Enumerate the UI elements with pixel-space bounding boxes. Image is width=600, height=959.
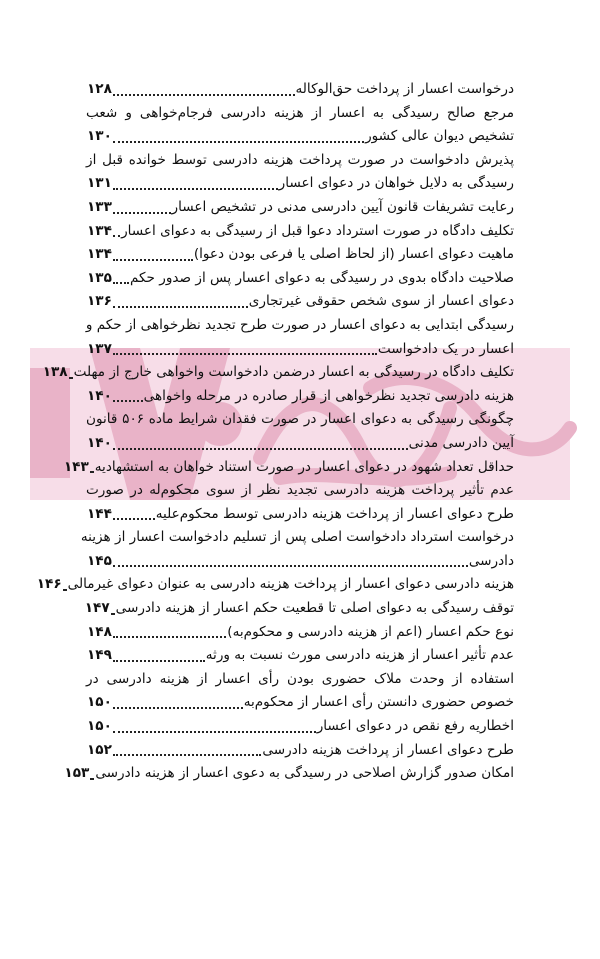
toc-entry: حداقل تعداد شهود در دعوای اعسار در صورت استناد خواهان به استشهادیه ۱۴۳ (86, 456, 514, 480)
page-number: ۱۳۶ (87, 293, 112, 310)
page-number: ۱۴۹ (87, 647, 112, 664)
page-number: ۱۳۴ (87, 222, 112, 239)
toc-entry: اعسار در یک دادخواست ۱۳۷ (86, 338, 514, 362)
table-of-contents (36, 78, 514, 786)
page-number: ۱۴۸ (87, 623, 112, 640)
toc-entry: ماهیت دعوای اعسار (از لحاظ اصلی یا فرعی بودن دعوا) ۱۳۴ (86, 243, 514, 267)
toc-entry: درخواست اعسار از پرداخت حق‌الوکاله ۱۲۸ (86, 78, 514, 102)
toc-entry: امکان صدور گزارش اصلاحی در رسیدگی به دعوی اعسار از هزینه دادرسی ۱۵۳ (86, 762, 514, 786)
page-number: ۱۳۱ (87, 175, 112, 192)
page-number: ۱۴۷ (84, 600, 110, 617)
toc-entry: تشخیص دیوان عالی کشور ۱۳۰ (86, 125, 514, 149)
toc-entry: هزینه دادرسی تجدید نظرخواهی از قرار صادره در مرحله واخواهی ۱۴۰ (86, 385, 514, 409)
page-number: ۱۵۲ (87, 741, 112, 758)
toc-entry: پذیرش دادخواست در صورت پرداخت هزینه دادرسی توسط خوانده قبل از (86, 151, 514, 168)
toc-entry: استفاده از وحدت ملاک حضوری بودن رأی اعسار از هزینه دادرسی در (86, 670, 514, 687)
toc-entry: رسیدگی به دلایل خواهان در دعوای اعسار ۱۳۱ (86, 172, 514, 196)
toc-entry: درخواست استرداد دادخواست اصلی پس از تسلیم دادخواست اعسار از هزینه (80, 529, 514, 546)
toc-entry: نوع حکم اعسار (اعم از هزینه دادرسی و محکوم‌به) ۱۴۸ (86, 621, 514, 645)
page-number: ۱۴۰ (87, 387, 112, 404)
toc-entry: آیین دادرسی مدنی ۱۴۰ (86, 432, 514, 456)
page-number: ۱۴۴ (87, 505, 112, 522)
page-number: ۱۴۳ (63, 458, 89, 475)
toc-entry: عدم تأثیر پرداخت هزینه دادرسی تجدید نظر از سوی محکوم‌له در صورت (86, 482, 514, 499)
page-number: ۱۵۳ (64, 765, 90, 782)
toc-entry: دادرسی ۱۴۵ (86, 550, 514, 574)
page-number: ۱۲۸ (87, 81, 112, 97)
page-number: ۱۳۰ (87, 128, 112, 145)
toc-entry: اخطاریه رفع نقص در دعوای اعسار ۱۵۰ (86, 715, 514, 739)
page-number: ۱۳۷ (87, 340, 112, 357)
page-number: ۱۴۰ (87, 434, 112, 451)
toc-entry: رعایت تشریفات قانون آیین دادرسی مدنی در تشخیص اعسار ۱۳۳ (86, 196, 514, 220)
page-number: ۱۵۰ (87, 694, 112, 711)
toc-entry: عدم تأثیر اعسار از هزینه دادرسی مورث نسبت به ورثه ۱۴۹ (86, 644, 514, 668)
toc-entry: طرح دعوای اعسار از پرداخت هزینه دادرسی توسط محکوم‌علیه ۱۴۴ (86, 503, 514, 527)
toc-entry: تکلیف دادگاه در صورت استرداد دعوا قبل از رسیدگی به دعوای اعسار ۱۳۴ (86, 220, 514, 244)
page-number: ۱۳۳ (87, 198, 112, 215)
page-number: ۱۴۵ (87, 552, 112, 569)
toc-entry: چگونگی رسیدگی به دعوای اعسار در صورت فقدان شرایط ماده ۵۰۶ قانون (86, 411, 514, 428)
toc-entry: مرجع صالح رسیدگی به اعسار از هزینه دادرسی فرجام‌خواهی و شعب (86, 104, 514, 121)
toc-entry: طرح دعوای اعسار از پرداخت هزینه دادرسی ۱۵۲ (86, 739, 514, 763)
toc-entry: دعوای اعسار از سوی شخص حقوقی غیرتجاری ۱۳۶ (86, 290, 514, 314)
toc-entry: هزینه دادرسی دعوای اعسار از پرداخت هزینه دادرسی به عنوان دعوای غیرمالی ۱۴۶ (86, 573, 514, 597)
page-number: ۱۴۶ (36, 576, 62, 593)
page-number: ۱۳۸ (42, 364, 68, 381)
page-number: ۱۳۵ (87, 269, 112, 286)
toc-entry: خصوص حضوری دانستن رأی اعسار از محکوم‌به ۱۵۰ (86, 691, 514, 715)
toc-entry: تکلیف دادگاه در رسیدگی به اعسار درضمن دادخواست واخواهی خارج از مهلت ۱۳۸ (86, 361, 514, 385)
toc-entry: توقف رسیدگی به دعوای اصلی تا قطعیت حکم اعسار از هزینه دادرسی ۱۴۷ (86, 597, 514, 621)
toc-entry: رسیدگی ابتدایی به دعوای اعسار در صورت طرح تجدید نظرخواهی از حکم و (85, 316, 514, 333)
page-number: ۱۳۴ (87, 246, 112, 263)
page-number: ۱۵۰ (87, 718, 112, 735)
toc-entry: صلاحیت دادگاه بدوی در رسیدگی به دعوای اعسار پس از صدور حکم ۱۳۵ (86, 267, 514, 291)
